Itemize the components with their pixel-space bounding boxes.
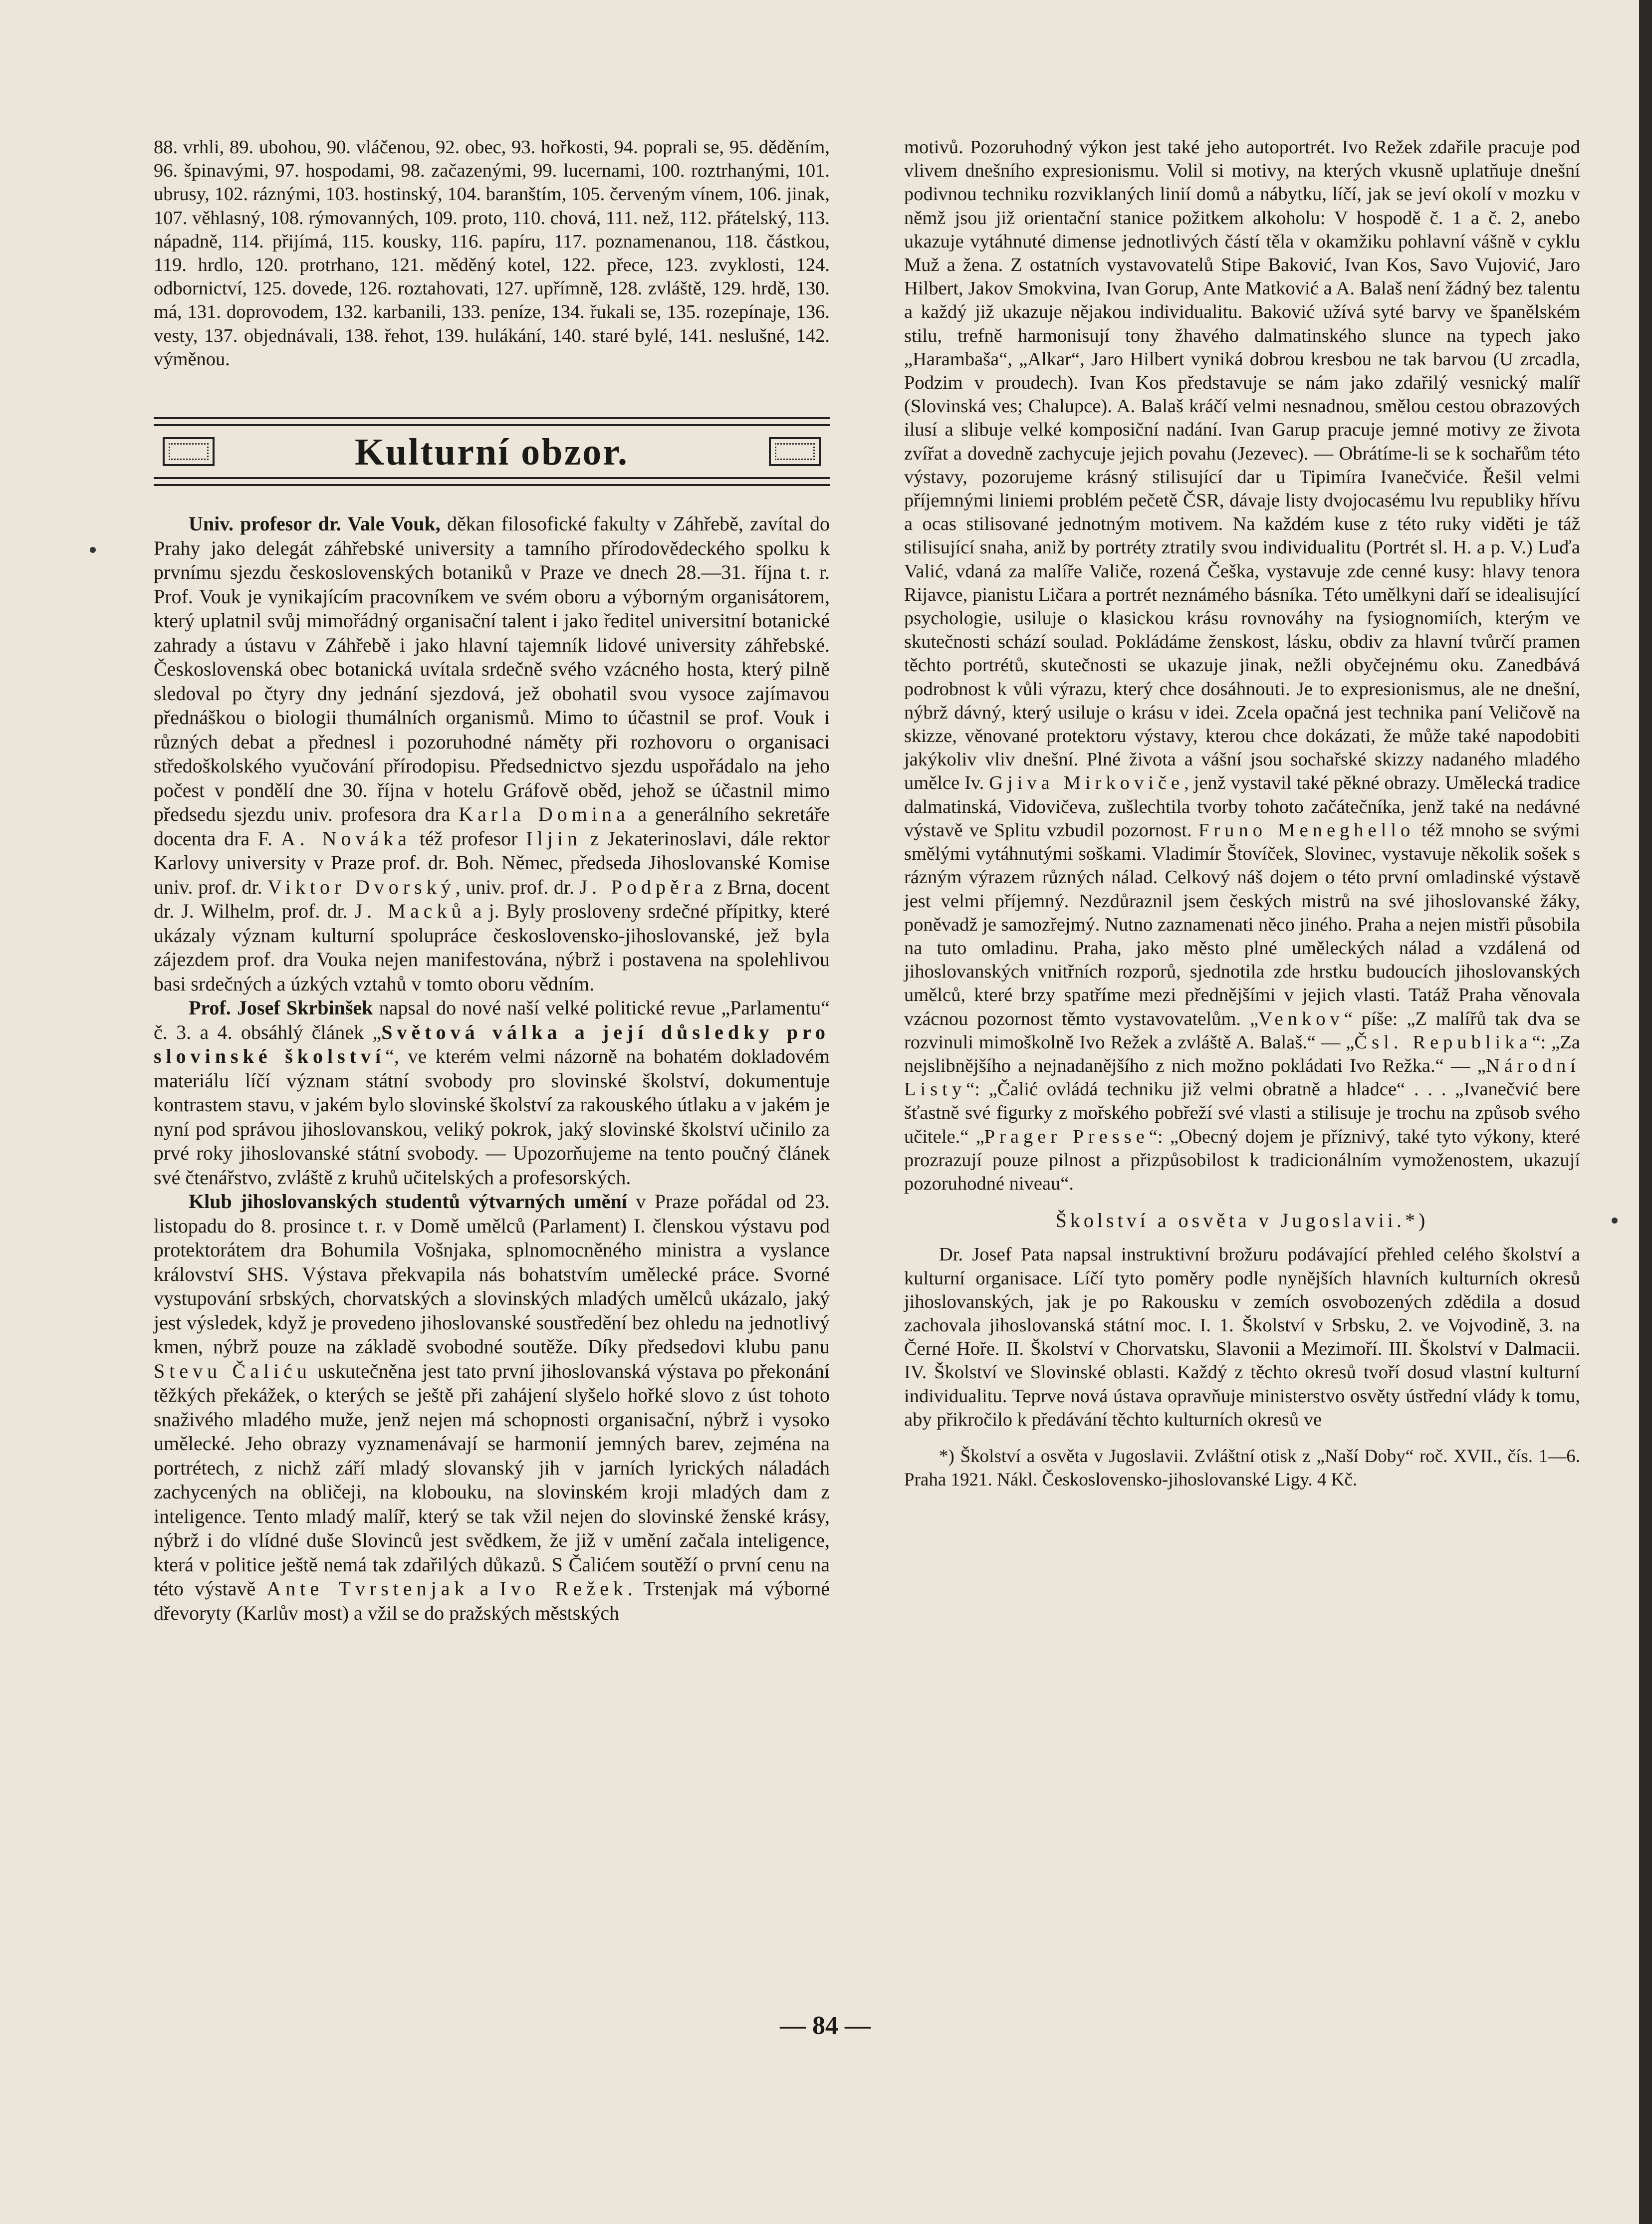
left-column [154, 136, 830, 1625]
section-header [154, 417, 830, 486]
article-art-club: Klub jihoslovanských studentů výtvarných umění v Praze pořádal od 23. listopadu do 8. prosince t. r. v Domě umělců (Parlament) I. členskou výstavu pod protektorátem dra Bohumila Vošnjaka, splnomocněného ministra a vyslance království SHS. Výstava překvapila nás bohatstvím umělecké práce. Svorné vystupování srbských, chorvatských a slovinských mladých umělců ukázalo, jaký jest výsledek, když je provedeno jihoslovanské soustředění bez ohledu na jednotlivý kmen, nýbrž pouze na základě svobodné soutěže. Díky předsedovi klubu panu Stevu Čaliću uskutečněna jest tato první jihoslovanská výstava po překonání těžkých překážek, o kterých se ještě při zahájení slyšelo hořké slovo z úst tohoto snaživého mladého muže, jenž nejen má schopnosti organisační, nýbrž i vysoko umělecké. Jeho obrazy vyznamenávají se harmonií jemných barev, zejména na portrétech, z nichž září mladý slovanský jih v jarních lyrických náladách zachycených na obličeji, na klobouku, na slovinském kroji mladých dam z inteligence. Tento mladý malíř, který se tak vžil nejen do slovinské ženské krásy, nýbrž i do vlídné duše Slovinců jest svědkem, že již v umění začala inteligence, která v politice ještě nemá tak zdařilých důkazů. S Čalićem soutěží o první cenu na této výstavě Ante Tvrstenjak a Ivo Režek. Trstenjak má výborné dřevoryty (Karlův most) a vžil se do pražských městských [154, 1190, 830, 1624]
right-column [904, 136, 1580, 1491]
ornament-icon [769, 437, 821, 466]
page-number: — 84 — [780, 2011, 871, 2040]
article-art-club-continued: motivů. Pozoruhodný výkon jest také jeho autoportrét. Ivo Režek zdařile pracuje pod vlivem dnešního expresionismu. Volil si motivy, na kterých vkusně uplatňuje dnešní podivnou techniku rozviklaných linií domů a nábytku, líčí, jak se jeví okolí v mozku v němž jsou již orientační stanice požitkem alkoholu: V hospodě č. 1 a č. 2, anebo ukazuje vytáhnuté dimense jednotlivých částí těla v okamžiku pohlavní vášně v cyklu Muž a žena. Z ostatních vystavovatelů Stipe Baković, Ivan Kos, Savo Vujović, Jaro Hilbert, Jakov Smokvina, Ivan Gorup, Ante Matković a A. Balaš není žádný bez talentu a každý již ukazuje nějakou individualitu. Baković užívá syté barvy ve španělském stilu, trefně harmonisují tony žhavého dalmatinského slunce na typech jako „Harambaša“, „Alkar“, Jaro Hilbert vyniká dobrou kresbou ne tak barvou (U zrcadla, Podzim v proudech). Ivan Kos představuje se nám jako zdařilý vesnický malíř (Slovinská ves; Chalupce). A. Balaš kráčí velmi nesnadnou, smělou cestou obrazových ilusí a slibuje velké komposiční nadání. Ivan Garup pracuje jemné motivy ze života zvířat a dovedně zachycuje jejich povahu (Jezevec). — Obrátíme-li se k sochařům této výstavy, pozorujeme krásný stilisující dar u Tipimíra Ivanečviće. Řešil velmi příjemnými liniemi problém pečetě ČSR, dávaje listy dvojocasému lvu republiky hřívu a ocas stilisované jednotným motivem. Na každém kuse z této ruky viděti je táž stilisující snaha, aniž by portréty ztratily svou individualitu (Portrét sl. H. a p. V.) Luďa Valić, vdaná za malíře Valiče, rozená Češka, vystavuje zde cenné kusy: hlavy tenora Rijavce, pianistu Ličara a portrét neznámého básníka. Této umělkyni daří se idealisující psychologie, usiluje o klasickou krásu rovnováhy na fysiognomiích, kterým ve skutečnosti schází soulad. Pokládáme ženskost, lásku, obdiv za hlavní tvůrčí pramen těchto portrétů, skutečnosti se ukazuje jinak, nežli obyčejnému oku. Zanedbává podrobnost k vůli výrazu, který chce dosáhnouti. Je to expresionismus, ale ne dnešní, nýbrž dávný, který usiluje o krásu v idei. Zcela opačná jest technika paní Veličově na skizze, věnované protektoru výstavy, kterou chce dokázati, že může také napodobiti jakýkoliv vliv dnešní. Plné života a vášní jsou sochařské skizzy nadaného mladého umělce Iv. Gjiva Mirkoviče, jenž vystavil také pěkné obrazy. Umělecká tradice dalmatinská, Vidovičeva, zušlechtila tvorby tohoto začátečníka, jenž také na nedávné výstavě ve Splitu vzbudil pozornost. Fruno Meneghello též mnoho se svými smělými vytáhnutými soškami. Vladimír Štovíček, Slovinec, vystavuje několik sošek s rázným výrazem různých nálad. Celkový náš dojem o této první omladinské výstavě jest velmi příjemný. Nezdůraznil jsem českých mistrů na své jihoslovanské žáky, poněvadž je samozřejmý. Nutno zaznamenati něco jiného. Praha a nejen mistři působila na tuto omladinu. Praha, jako město plné uměleckých nálad a vzdálená od jihoslovanských vnitřních rozporů, sjednotila zde hrstku budoucích jihoslovanských umělců, které brzy spatříme mezi přednějšími v jejich vlasti. Tatáž Praha věnovala vzácnou pozornost těmto vystavovatelům. „Venkov“ píše: „Z malířů tak dva se rozvinuli mimoškolně Ivo Režek a zvláště A. Balaš.“ — „Čsl. Republika“: „Za nejslibnějšího a nejnadanějšího z nich možno pokládati Ivo Režka.“ — „Národní Listy“: „Čalić ovládá techniku již velmi obratně a hladce“ . . . „Ivanečvić bere šťastně své figurky z mořského pobřeží své vlasti a stilisuje je trochu na způsob svého učitele.“ „Prager Presse“: „Obecný dojem je příznivý, také tyto výkony, které prozrazují pouze pilnost a přizpůsobilost k tradicionálním vymoženostem, ukazují pozoruhodné niveau“. [904, 137, 1581, 1194]
article-education: Dr. Josef Pata napsal instruktivní brožuru podávající přehled celého školství a kulturní organisace. Líčí tyto poměry podle nynějších hlavních kulturních okresů jihoslovanských, jak je po Rakousku v zemích osvobozených zdědila a dosud zachovala jihoslovanská státní moc. I. 1. Školství v Srbsku, 2. ve Vojvodině, 3. na Černé Hoře. II. Školství v Chorvatsku, Slavonii a Mezimoří. III. Školství v Dalmacii. IV. Školství ve Slovinské oblasti. Každý z těchto okresů tvoří dosud vlastní kulturní individualitu. Teprve nová ústava opravňuje ministerstvo osvěty ústřední vlády k tomu, aby přikročilo k předávání těchto kulturních okresů ve [904, 1244, 1580, 1430]
margin-mark [90, 547, 96, 553]
article-skrbinsek: Prof. Josef Skrbinšek napsal do nové naší velké politické revue „Parlamentu“ č. 3. a 4. obsáhlý článek „Světová válka a její důsledky pro slovinské školství“, ve kterém velmi názorně na bohatém dokladovém materiálu líčí význam státní svobody pro slovinské školství, dokumentuje kontrastem stavu, v jakém bylo slovinské školství za rakouského útlaku a v jakém je nyní pod správou jihoslovanskou, veliký pokrok, jaký slovinské školství učinilo za prvé roky jihoslovanské státní svobody. — Upozorňujeme na tento poučný článek své čtenářstvo, zvláště z kruhů učitelských a profesorských. [154, 996, 830, 1189]
section-title: Kulturní obzor. [355, 431, 629, 474]
binding-edge [1639, 0, 1652, 2224]
vocabulary-list: 88. vrhli, 89. ubohou, 90. vláčenou, 92. obec, 93. hořkosti, 94. poprali se, 95. děděním, 96. špinavými, 97. hospodami, 98. začazenými, 99. lucernami, 100. roztrhanými, 101. ubrusy, 102. ráznými, 103. hostinský, 104. baranštím, 105. červeným vínem, 106. jinak, 107. věhlasný, 108. rýmovanných, 109. proto, 110. chová, 111. než, 112. přátelský, 113. nápadně, 114. přijímá, 115. kousky, 116. papíru, 117. poznamenanou, 118. částkou, 119. hrdlo, 120. protrhano, 121. měděný kotel, 122. přece, 123. zvyklosti, 124. odbornictví, 125. dovede, 126. roztahovati, 127. upřímně, 128. zvláště, 129. hrdě, 130. má, 131. doprovodem, 132. karbanili, 133. peníze, 134. řukali se, 135. rozepínaje, 136. vesty, 137. objednávali, 138. řehot, 139. hulákání, 140. staré bylé, 141. neslušné, 142. výměnou. [154, 137, 830, 370]
subsection-title: Školství a osvěta v Jugoslavii.*) [1055, 1209, 1429, 1232]
footnote-text: *) Školství a osvěta v Jugoslavii. Zvláštní otisk z „Naší Doby“ roč. XVII., čís. 1—6. Praha 1921. Nákl. Československo-jihoslovanské Ligy. 4 Kč. [904, 1446, 1580, 1490]
article-vouk: Univ. profesor dr. Vale Vouk, děkan filosofické fakulty v Záhřebě, zavítal do Prahy jako delegát záhřebské university a tamního přírodovědeckého spolku k prvnímu sjezdu československých botaniků v Praze ve dnech 28.—31. října t. r. Prof. Vouk je vynikajícím pracovníkem ve svém oboru a výborným organisátorem, který uplatnil svůj mimořádný organisační talent i jako ředitel universitní botanické zahrady a ústavu v Záhřebě i jako hlavní tajemník lidové university záhřebské. Československá obec botanická uvítala srdečně svého vzácného hosta, který pilně sledoval po čtyry dny jednání sjezdová, jež obohatil svou vysoce zajímavou přednáškou o biologii thumálních organismů. Mimo to účastnil se prof. Vouk i různých debat a přednesl i pozoruhodné náměty při rozhovoru o organisaci středoškolského vyučování přírodopisu. Předsednictvo sjezdu uspořádalo na jeho počest v pondělí dne 30. října v hotelu Gráfově oběd, jehož se účastnil mimo předsedu sjezdu univ. profesora dra Karla Domina a generálního sekretáře docenta dra F. A. Nováka též profesor Iljin z Jekaterinoslavi, dále rektor Karlovy university v Praze prof. dr. Boh. Němec, předseda Jihoslovanské Komise univ. prof. dr. Viktor Dvorský, univ. prof. dr. J. Podpěra z Brna, docent dr. J. Wilhelm, prof. dr. J. Macků a j. Byly prosloveny srdečné přípitky, které ukázaly význam kulturní spolupráce československo-jihoslovanské, jež byla zájezdem prof. dra Vouka nejen manifestována, nýbrž i postavena na spolehlivou basi srdečných a úzkých vztahů v tomto oboru vědním. [154, 512, 830, 995]
margin-mark [1612, 1218, 1618, 1224]
footnote [904, 1445, 1580, 1491]
